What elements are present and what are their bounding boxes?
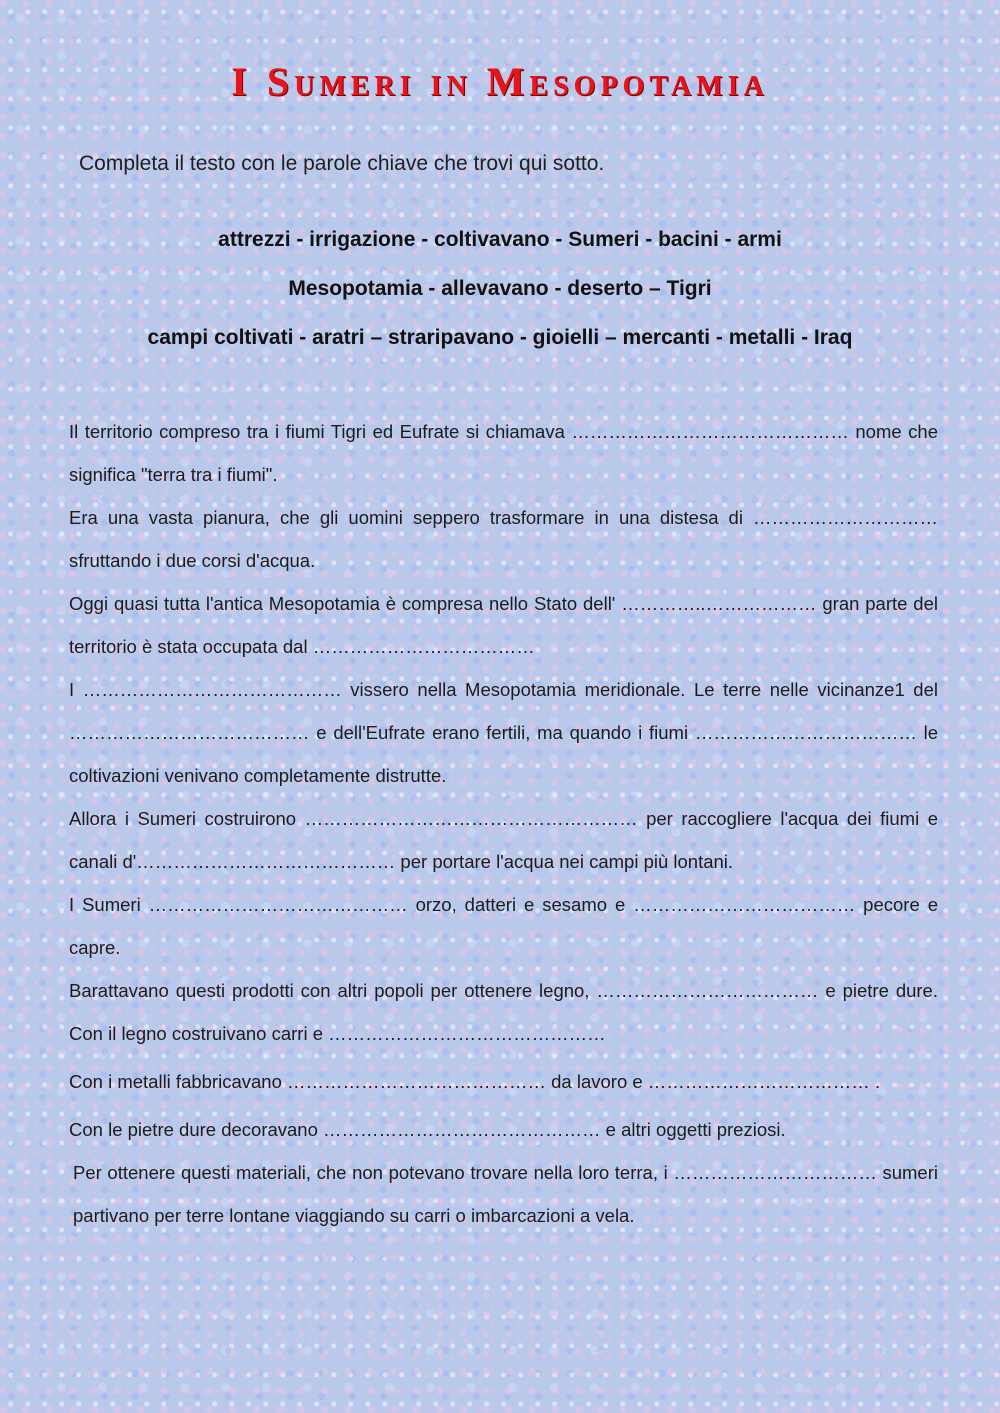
paragraph: Oggi quasi tutta l'antica Mesopotamia è compresa nello Stato dell' …………..……………… gran parte del territorio è stata occupata dal ………………………………: [69, 593, 938, 657]
keyword-line: attrezzi - irrigazione - coltivavano - Sumeri - bacini - armi: [218, 228, 782, 251]
paragraph: Con i metalli fabbricavano …………………………………… da lavoro e ……………………………… .: [69, 1071, 881, 1092]
keyword-box: [0, 215, 1000, 362]
worksheet-title: I Sumeri in Mesopotamia: [231, 59, 769, 104]
keyword-line: Mesopotamia - allevavano - deserto – Tigri: [288, 277, 712, 300]
keyword-line: campi coltivati - aratri – straripavano - gioielli – mercanti - metalli - Iraq: [147, 326, 853, 349]
paragraph: I Sumeri …………………………………… orzo, datteri e sesamo e ……………………………… pecore e capre.: [69, 894, 938, 958]
paragraph: Con le pietre dure decoravano ……………………………………… e altri oggetti preziosi.: [69, 1119, 786, 1140]
cloze-text: [69, 410, 938, 1237]
instruction-text: Completa il testo con le parole chiave che trovi qui sotto.: [79, 152, 605, 175]
paragraph: Barattavano questi prodotti con altri popoli per ottenere legno, ……………………………… e pietre dure. Con il legno costruivano carri e ………………………………………: [69, 980, 938, 1044]
paragraph: I …………………………………… vissero nella Mesopotamia meridionale. Le terre nelle vicinanze1 del ………………………………… e dell'Eufrate erano fertili, ma quando i fiumi ……………………………… le coltivazioni venivano completamente distrutte.: [69, 679, 938, 786]
paragraph: Era una vasta pianura, che gli uomini seppero trasformare in una distesa di ………………………… sfruttando i due corsi d'acqua.: [69, 507, 938, 571]
paragraph: Allora i Sumeri costruirono ……………………………………………… per raccogliere l'acqua dei fiumi e canali d'…………………………………… per portare l'acqua nei campi più lontani.: [69, 808, 938, 872]
paragraph: Il territorio compreso tra i fiumi Tigri ed Eufrate si chiamava ……………………………………… nome che significa "terra tra i fiumi".: [69, 421, 938, 485]
paragraph: Per ottenere questi materiali, che non potevano trovare nella loro terra, i …………………………… sumeri partivano per terre lontane viaggiando su carri o imbarcazioni a vela.: [73, 1162, 938, 1226]
